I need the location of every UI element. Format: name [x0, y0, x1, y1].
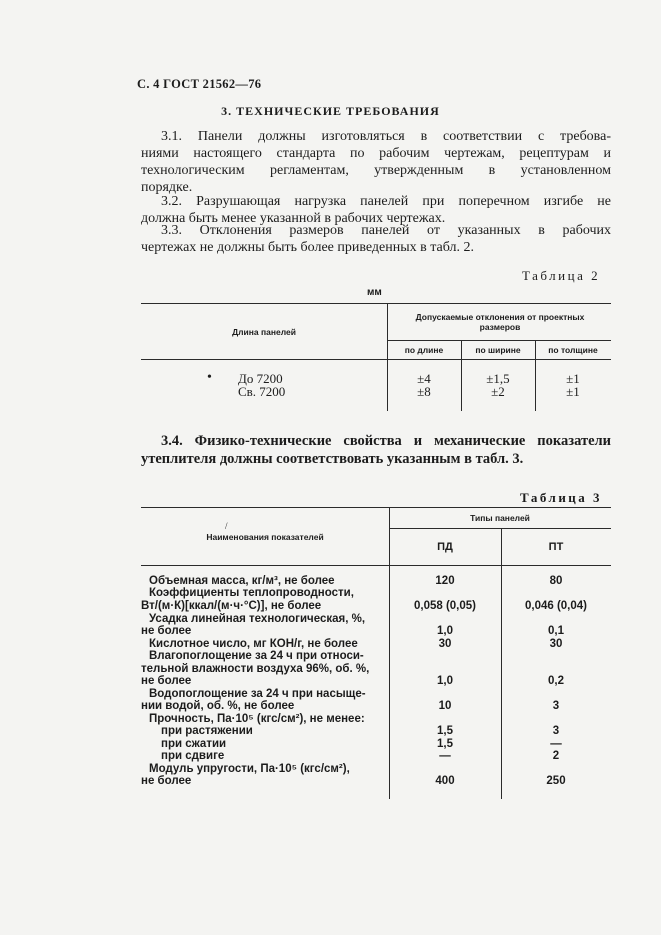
column-header-length: Длина панелей	[232, 327, 296, 337]
column-header-panel-types: Типы панелей	[470, 513, 530, 523]
table-cell-pd: 400	[435, 775, 455, 787]
table-cell-pt: 0,1	[548, 625, 564, 637]
table-row-name: Кислотное число, мг КОН/г, не более	[149, 638, 358, 650]
column-header-pd: ПД	[437, 541, 453, 553]
table-row-name: не более	[141, 625, 192, 637]
table-cell: ±1,5	[486, 371, 510, 386]
table2-unit: мм	[367, 287, 382, 298]
column-header-by-length: по длине	[404, 345, 444, 355]
column-header-by-thickness: по толщине	[548, 345, 598, 355]
paragraph-line: утеплителя должны соответствовать указанным в табл. 3.	[141, 451, 524, 467]
table-cell-pt: 2	[552, 750, 560, 762]
table-row-name: Влагопоглощение за 24 ч при относи-	[149, 650, 364, 662]
table-row-length: До 7200	[238, 371, 283, 386]
column-header-by-width: по ширине	[475, 345, 521, 355]
table-rule	[387, 340, 611, 341]
table-row-name: Коэффициенты теплопроводности,	[149, 587, 354, 599]
paragraph-line: 3.4. Физико-технические свойства и механические показатели	[161, 433, 611, 449]
table2-label: Таблица 2	[522, 268, 601, 283]
table-rule	[141, 359, 611, 360]
page-header: С. 4 ГОСТ 21562—76	[137, 77, 262, 91]
table-cell: ±2	[491, 384, 505, 399]
table-row-name: не более	[141, 675, 192, 687]
table-cell-pt: 30	[549, 638, 563, 650]
table-row-name: Вт/(м·К)[ккал/(м·ч·°С)], не более	[141, 600, 322, 612]
paragraph-line: должна быть менее указанной в рабочих чертежах.	[141, 211, 446, 226]
paragraph-line: ниями настоящего стандарта по рабочим чертежам, рецептурам и	[141, 146, 611, 161]
table-rule	[141, 565, 611, 566]
table-row-name: Прочность, Па·10⁵ (кгс/см²), не менее:	[149, 713, 365, 725]
paragraph-3-4	[141, 432, 611, 468]
paragraph-line: 3.3. Отклонения размеров панелей от указанных в рабочих	[161, 223, 611, 238]
paragraph-line: технологическим регламентам, утвержденным в установленном	[141, 163, 611, 178]
table-cell: ±8	[417, 384, 431, 399]
table-cell-pd: 10	[438, 700, 452, 712]
table-cell: ±4	[417, 371, 431, 386]
table-cell-pd: 1,0	[437, 625, 453, 637]
table-cell-pt: 250	[546, 775, 566, 787]
table-row-name: при сжатии	[161, 738, 227, 750]
table-row-name: при сдвиге	[161, 750, 225, 762]
table-cell-pt: —	[550, 738, 562, 750]
table-2	[141, 303, 611, 413]
table-cell-pd: 1,0	[437, 675, 453, 687]
column-header-pt: ПТ	[548, 541, 564, 553]
table-row-name: нии водой, об. %, не более	[141, 700, 295, 712]
section-title: 3. ТЕХНИЧЕСКИЕ ТРЕБОВАНИЯ	[221, 104, 440, 118]
table-row-name: при растяжении	[161, 725, 253, 737]
column-header-deviations: Допускаемые отклонения от проектных размеров	[415, 312, 585, 332]
table-cell-pt: 3	[552, 725, 560, 737]
column-header-name: Наименования показателей	[206, 532, 324, 542]
bullet-mark: •	[207, 370, 212, 385]
table-row-name: тельной влажности воздуха 96%, об. %,	[141, 663, 370, 675]
table-row-name: Модуль упругости, Па·10⁵ (кгс/см²),	[149, 763, 350, 775]
table-cell: ±1	[566, 371, 580, 386]
table-cell-pd: 1,5	[437, 738, 453, 750]
table-rule	[141, 303, 611, 304]
table-cell-pt: 80	[549, 575, 563, 587]
table3-label: Таблица 3	[520, 490, 603, 505]
table-cell-pt: 0,2	[548, 675, 564, 687]
table-cell-pt: 0,046 (0,04)	[524, 600, 587, 612]
table-row-name: не более	[141, 775, 192, 787]
table-rule	[389, 528, 611, 529]
table-3	[141, 507, 611, 802]
table-cell-pd: —	[439, 750, 451, 762]
table-cell-pd: 30	[438, 638, 452, 650]
paragraph-3-3	[141, 222, 611, 256]
table-rule	[141, 507, 611, 508]
paragraph-line: чертежах не должны быть более приведенных в табл. 2.	[141, 240, 475, 255]
table-cell-pt: 3	[552, 700, 560, 712]
paragraph-line: 3.2. Разрушающая нагрузка панелей при поперечном изгибе не	[161, 194, 611, 209]
table-row-name: Объемная масса, кг/м³, не более	[149, 575, 335, 587]
table-row-name: Усадка линейная технологическая, %,	[149, 613, 366, 625]
stray-mark: /	[225, 521, 228, 531]
table-cell-pd: 1,5	[437, 725, 453, 737]
table-row-name: Водопоглощение за 24 ч при насыще-	[149, 688, 366, 700]
paragraph-line: 3.1. Панели должны изготовляться в соответствии с требова-	[161, 129, 611, 144]
paragraph-3-1	[141, 128, 611, 196]
table-cell: ±1	[566, 384, 580, 399]
table-row-length: Св. 7200	[238, 384, 286, 399]
table-cell-pd: 120	[435, 575, 455, 587]
paragraph-line: порядке.	[141, 180, 193, 195]
table-cell-pd: 0,058 (0,05)	[413, 600, 476, 612]
